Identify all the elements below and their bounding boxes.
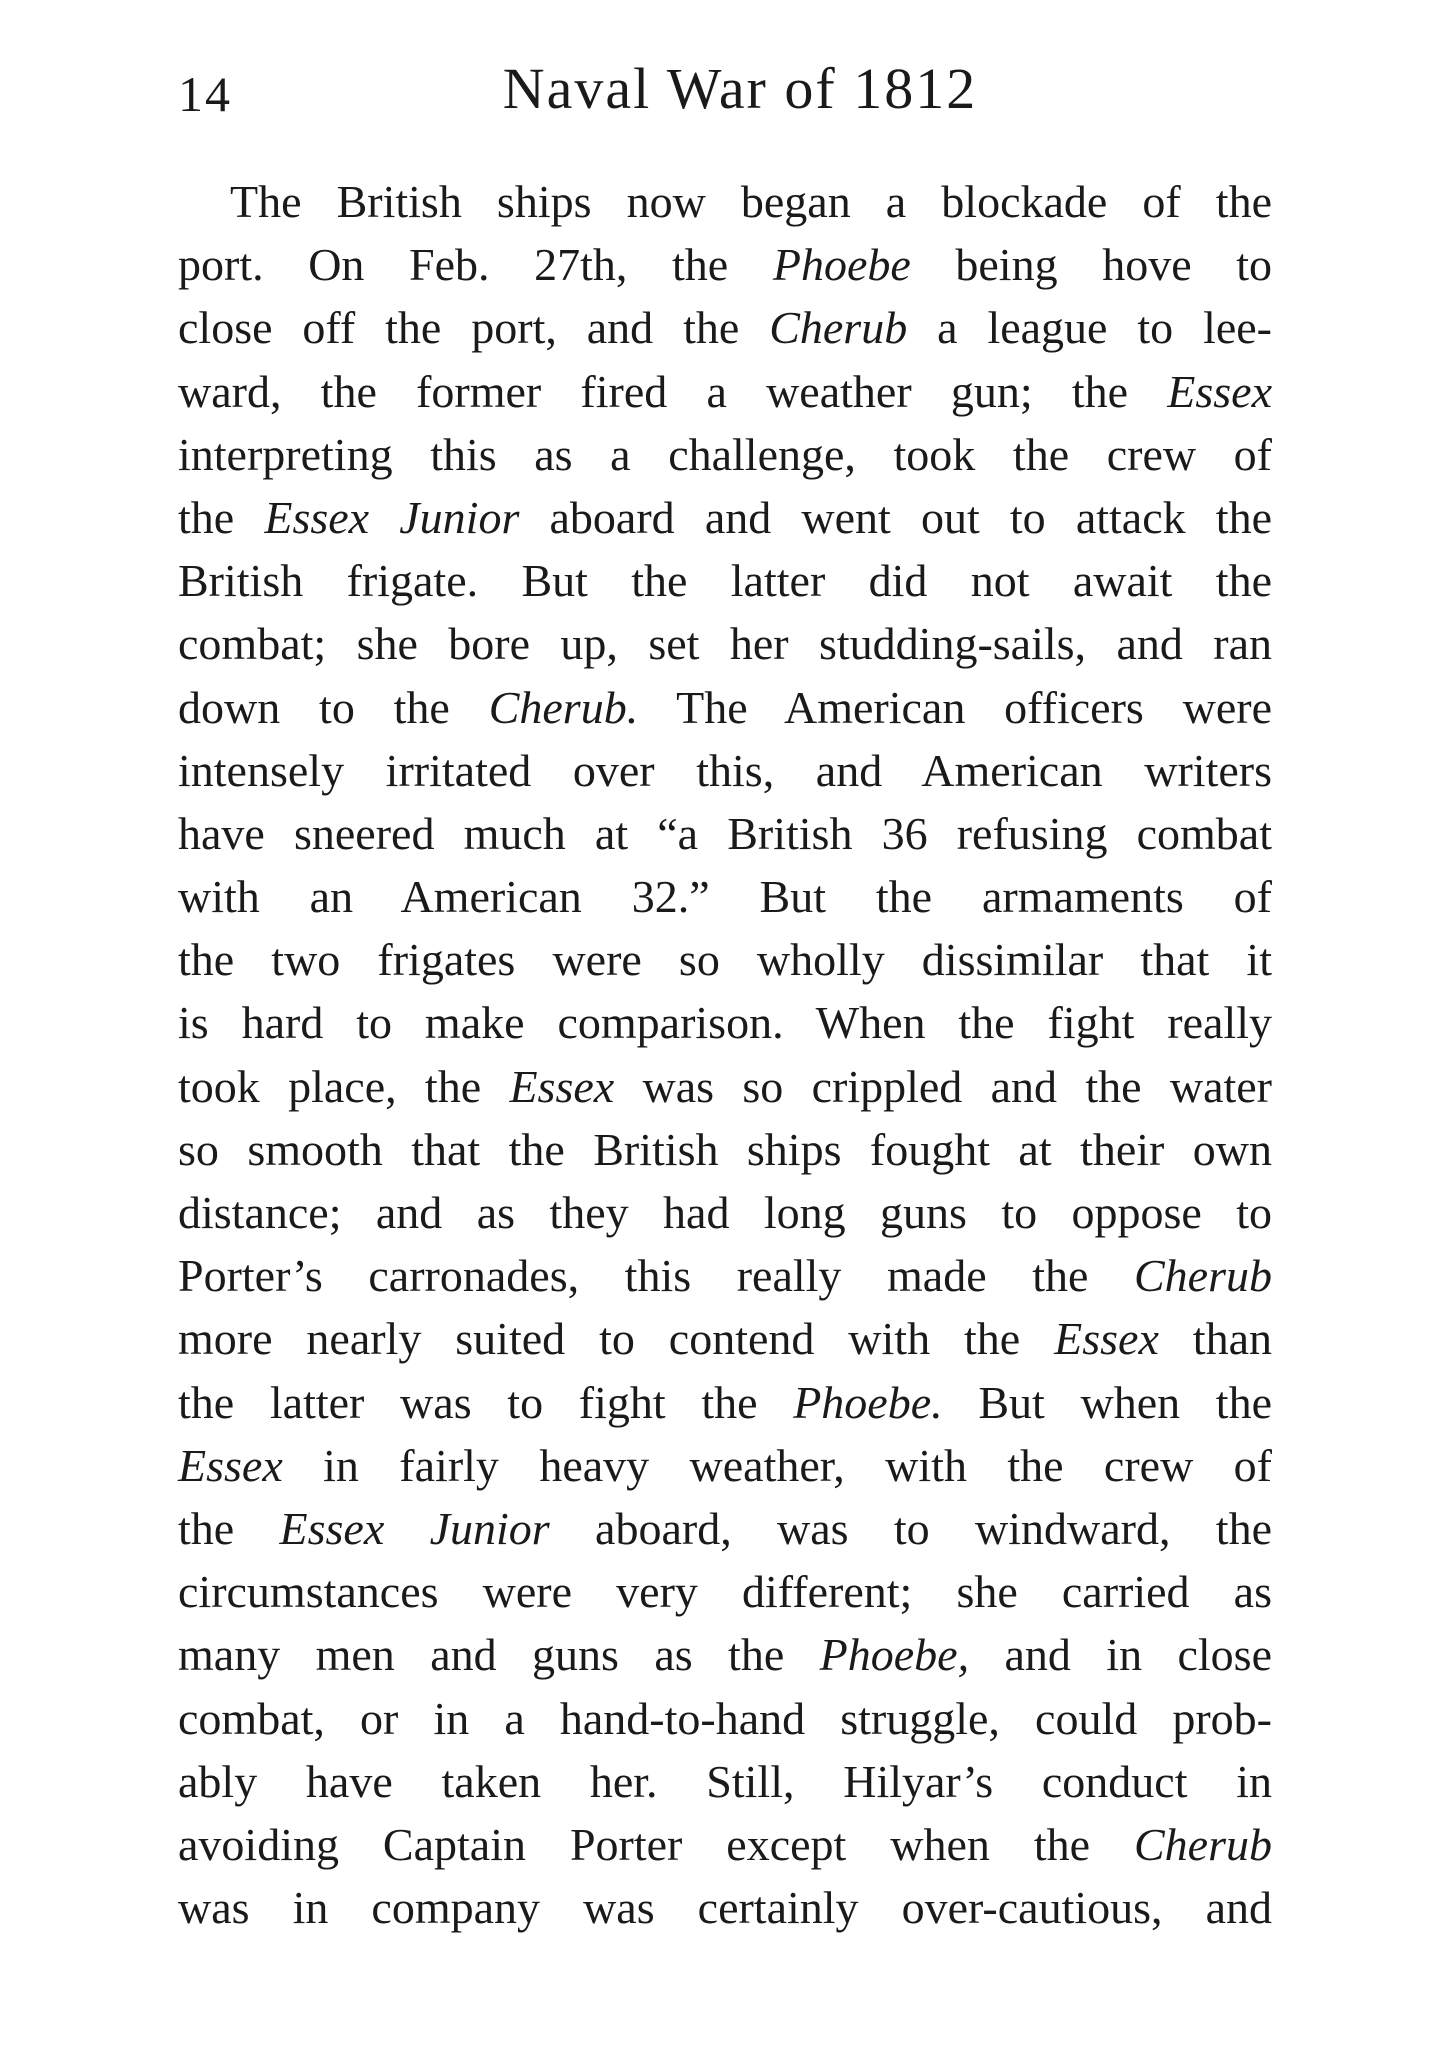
text-segment: The British ships now began a blockade of the [230,176,1272,227]
text-segment: a league to lee- [907,302,1273,354]
text-line [178,1055,1272,1118]
text-segment: so smooth that the British ships fought at their own [178,1123,1272,1175]
body-paragraph [178,170,1272,1939]
text-line [178,802,1272,865]
running-title: Naval War of 1812 [502,56,978,121]
text-line [178,991,1272,1054]
text-segment: Phoebe [772,239,911,291]
text-segment: took place, the [178,1060,510,1112]
text-segment: combat; she bore up, set her studding-sails, and ran [178,618,1272,670]
text-segment: is hard to make comparison. When the fight really [178,997,1272,1049]
text-segment: being hove to [910,239,1272,291]
text-segment: Cherub [1134,1250,1272,1302]
text-segment: distance; and as they had long guns to oppose to [178,1187,1272,1238]
text-line [178,1623,1272,1686]
text-segment: But when the [942,1376,1272,1428]
text-segment: ward, the former fired a weather gun; the [178,365,1168,417]
text-segment: Phoebe. [793,1376,943,1428]
text-line [178,928,1272,991]
text-segment: the [178,1502,280,1554]
text-segment: The American officers were [638,681,1272,733]
text-line [178,486,1272,549]
text-segment: was so crippled and the water [614,1060,1272,1112]
text-segment: many men and guns as the [178,1629,820,1681]
text-line [178,296,1272,359]
text-line [178,1813,1272,1876]
text-line [178,1371,1272,1434]
text-segment: and in close [969,1629,1272,1681]
text-line [178,233,1272,296]
text-segment: in fairly heavy weather, with the crew of [282,1439,1272,1491]
text-line [178,1434,1272,1497]
text-segment: the [178,491,265,543]
page-number: 14 [178,66,232,122]
text-segment: than [1158,1313,1272,1365]
text-segment: Cherub [769,302,908,354]
text-segment: intensely irritated over this, and American writers [178,744,1272,796]
text-segment: with an American 32.” But the armaments of [178,871,1272,923]
text-line [178,676,1272,739]
text-segment: circumstances were very different; she carried as [178,1566,1272,1618]
text-line [178,1244,1272,1307]
text-line [178,1560,1272,1623]
text-segment: Essex Junior [264,491,520,543]
text-line [178,739,1272,802]
text-line [178,423,1272,486]
text-segment: more nearly suited to contend with the [178,1313,1055,1365]
text-line [178,170,1272,233]
text-segment: Cherub [1134,1818,1272,1870]
text-segment: Porter’s carronades, this really made the [178,1250,1134,1302]
text-segment: was in company was certainly over-cautious, and [178,1882,1272,1934]
text-line [178,360,1272,423]
text-segment: combat, or in a hand-to-hand struggle, could prob- [178,1692,1272,1744]
text-segment: aboard, was to windward, the [549,1502,1272,1554]
text-segment: port. On Feb. 27th, the [178,239,773,291]
text-line [178,612,1272,675]
text-segment: Phoebe, [819,1629,970,1681]
text-segment: have sneered much at “a British 36 refusing combat [178,807,1272,859]
text-segment: close off the port, and the [178,302,770,354]
text-segment: down to the [178,681,489,733]
text-segment: British frigate. But the latter did not await the [178,555,1272,607]
text-segment: interpreting this as a challenge, took the crew of [178,428,1272,480]
text-segment: ably have taken her. Still, Hilyar’s conduct in [178,1755,1272,1807]
text-line [178,865,1272,928]
text-segment: the two frigates were so wholly dissimilar that it [178,934,1272,986]
text-segment: Essex [178,1439,283,1491]
text-segment: Cherub. [488,681,639,733]
text-line [178,1307,1272,1370]
text-segment: the latter was to fight the [178,1376,794,1428]
text-segment: Essex [1167,365,1272,417]
running-head [178,54,1272,134]
text-segment: avoiding Captain Porter except when the [178,1818,1134,1870]
text-line [178,1687,1272,1750]
text-line [178,1876,1272,1939]
text-segment: Essex [509,1060,615,1112]
text-segment: Essex [1054,1313,1159,1365]
text-line [178,1497,1272,1560]
text-segment: aboard and went out to attack the [519,491,1272,543]
text-line [178,1750,1272,1813]
text-line [178,1181,1272,1244]
text-segment: Essex Junior [279,1502,550,1554]
text-line [178,549,1272,612]
text-line [178,1118,1272,1181]
